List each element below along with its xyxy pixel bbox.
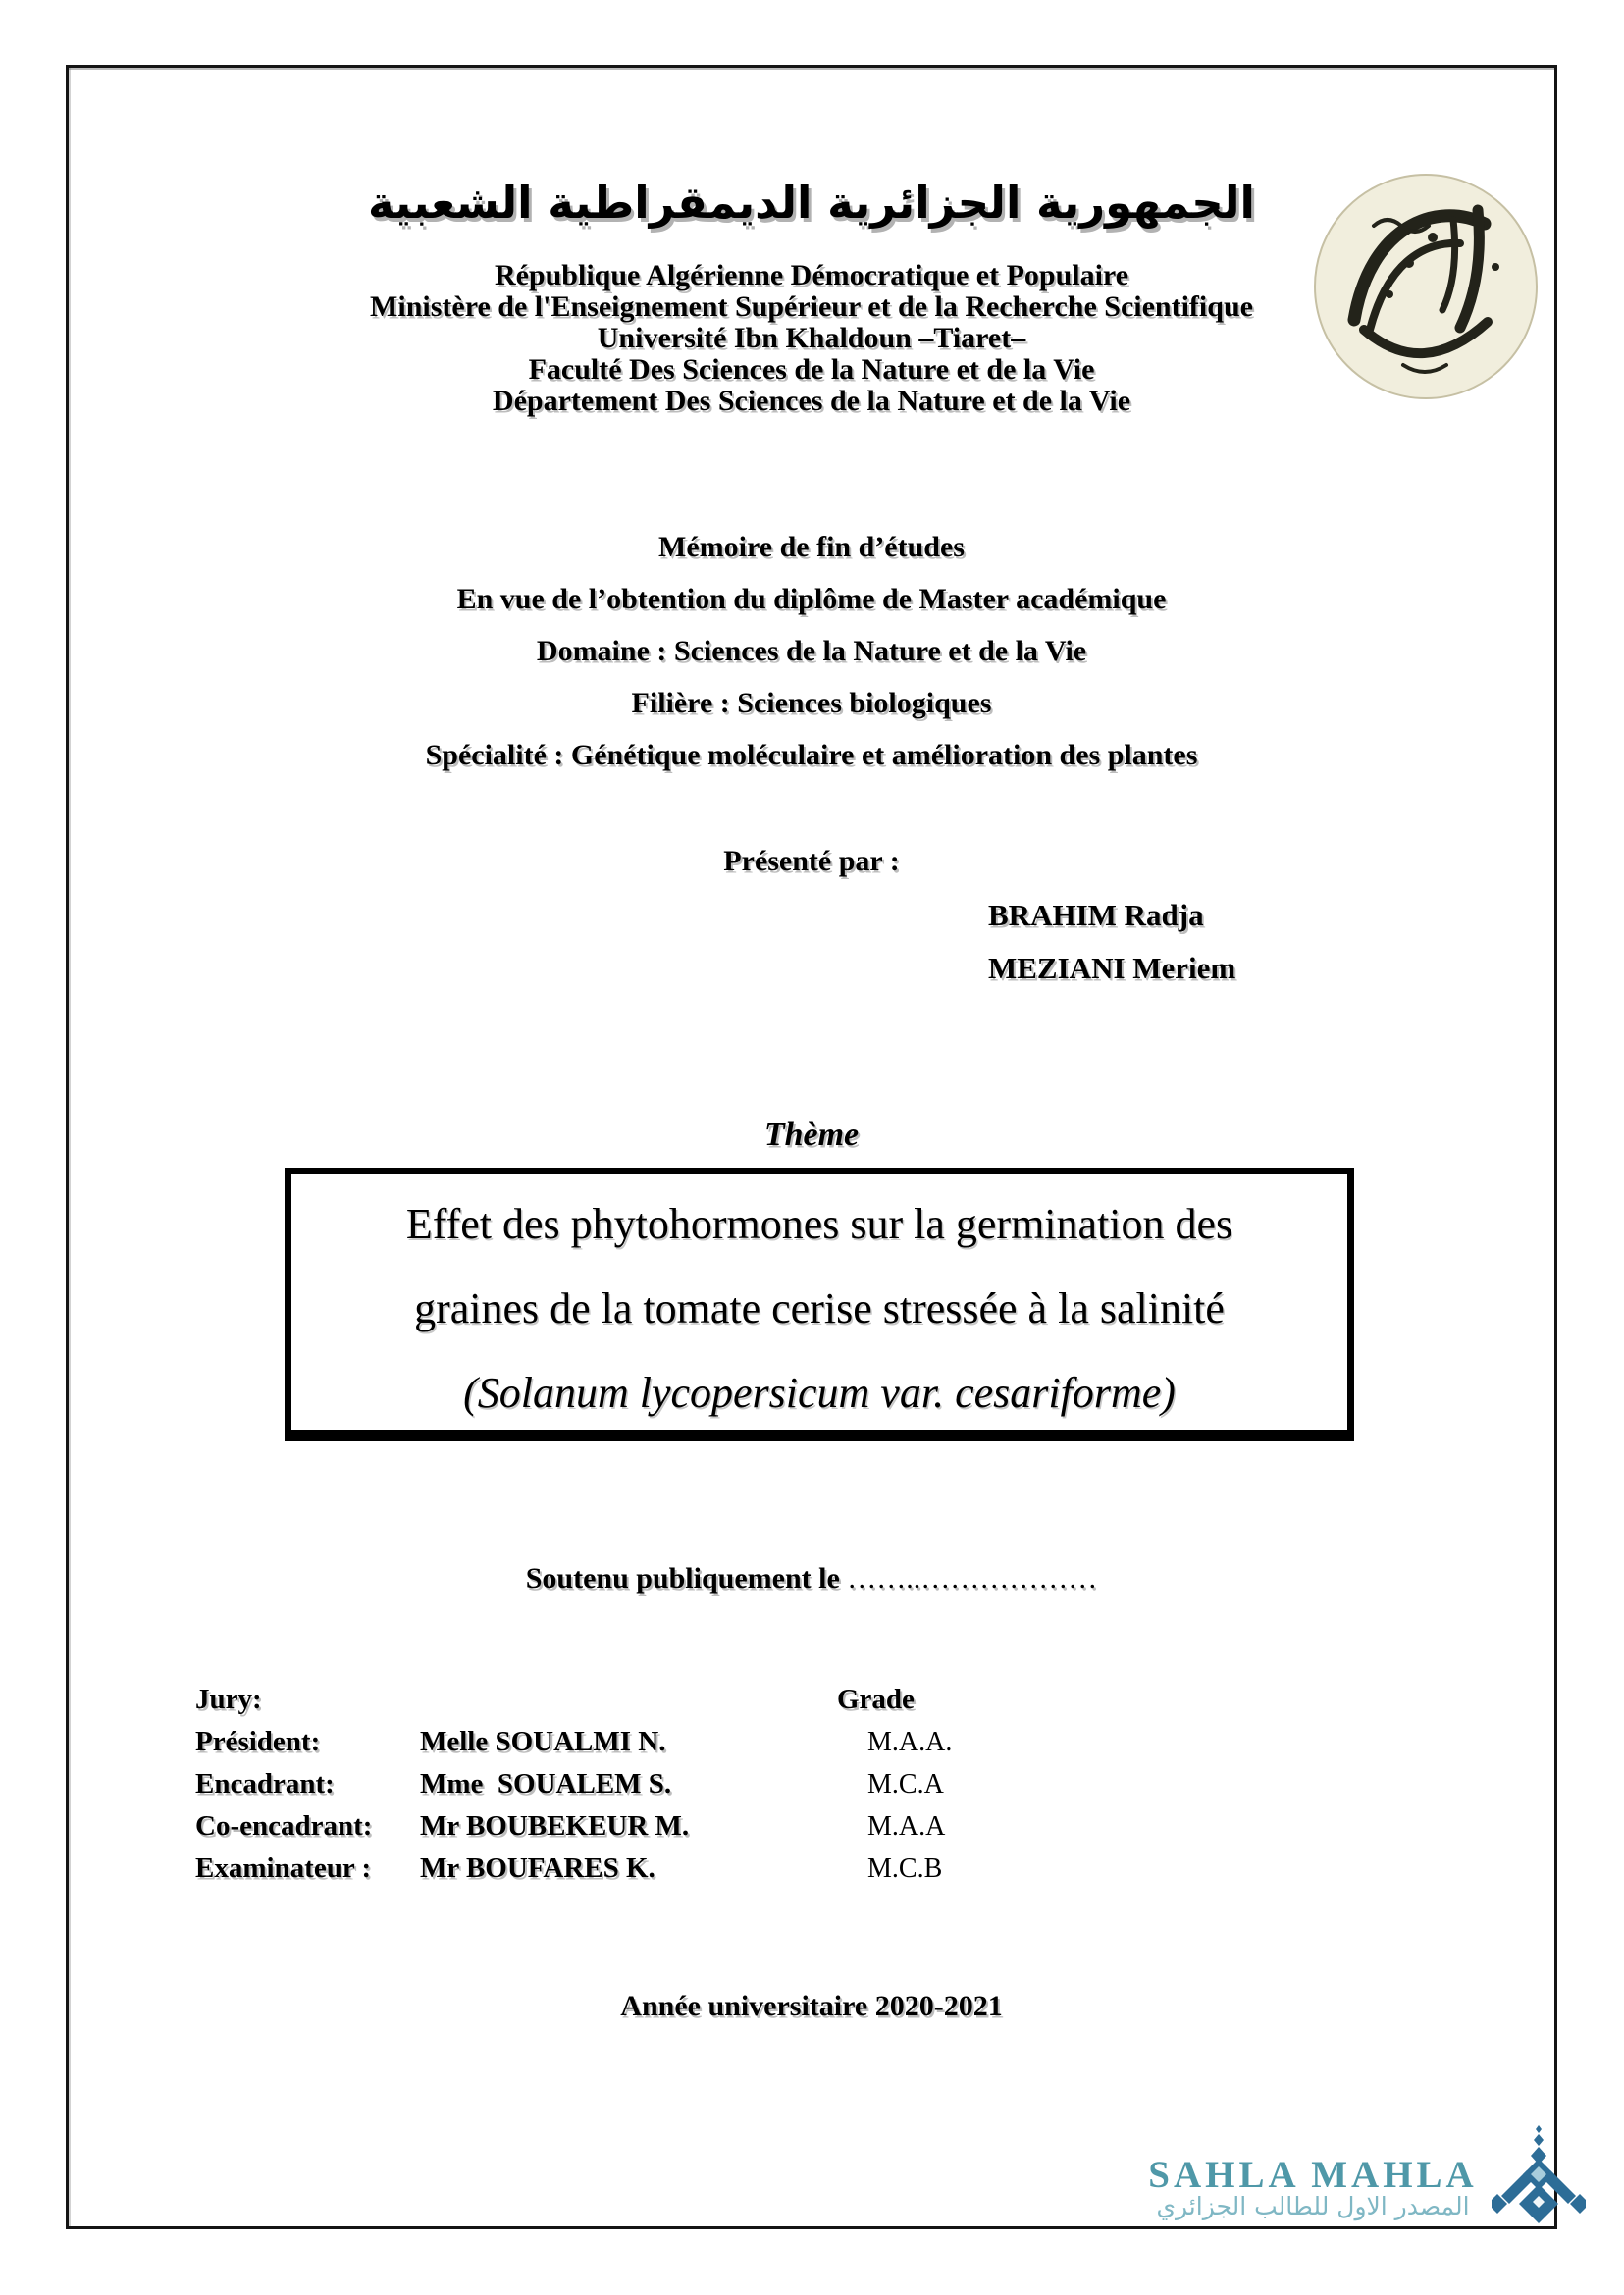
thesis-title-line-2: graines de la tomate cerise stressée à la salinité [414, 1284, 1225, 1332]
header-line-ministere: Ministère de l'Enseignement Supérieur et de la Recherche Scientifique [370, 290, 1253, 323]
degree-domaine-line: Domaine : Sciences de la Nature et de la Vie [536, 635, 1087, 667]
degree-memoire-line: Mémoire de fin d’études [658, 531, 965, 563]
defense-date-label: Soutenu publiquement le [525, 1562, 848, 1594]
jury-name-co-encadrant: Mr BOUBEKEUR M. [420, 1810, 690, 1842]
author-name-2: MEZIANI Meriem [988, 951, 1236, 985]
header-line-departement: Département Des Sciences de la Nature et de la Vie [492, 385, 1131, 417]
watermark-brand-name: SAHLA MAHLA [1148, 2154, 1478, 2196]
thesis-title-line-1: Effet des phytohormones sur la germination des [405, 1200, 1233, 1248]
jury-role-examinateur: Examinateur : [195, 1852, 372, 1884]
jury-name-examinateur: Mr BOUFARES K. [420, 1852, 655, 1884]
defense-date-line [66, 1562, 1557, 1594]
header-line-faculte: Faculté Des Sciences de la Nature et de la Vie [528, 353, 1095, 386]
jury-name-president: Melle SOUALMI N. [420, 1726, 666, 1757]
jury-role-encadrant: Encadrant: [195, 1768, 335, 1799]
jury-grade-examinateur: M.C.B [867, 1853, 943, 1884]
degree-filiere-line: Filière : Sciences biologiques [631, 687, 992, 719]
thesis-title-latin-name: (Solanum lycopersicum var. cesariforme) [463, 1369, 1176, 1417]
grade-header: Grade [837, 1684, 915, 1715]
jury-name-encadrant: Mme SOUALEM S. [420, 1768, 672, 1799]
defense-date-dots: ……..……………… [847, 1562, 1098, 1594]
watermark-arabic-tagline: المصدر الاول للطالب الجزائري [1156, 2192, 1470, 2220]
author-name-1: BRAHIM Radja [988, 898, 1204, 932]
degree-specialite-line: Spécialité : Génétique moléculaire et amélioration des plantes [425, 739, 1198, 771]
jury-grade-president: M.A.A. [867, 1727, 953, 1757]
jury-header: Jury: [195, 1684, 262, 1715]
header-line-republique: République Algérienne Démocratique et Populaire [494, 259, 1129, 291]
degree-obtention-line: En vue de l’obtention du diplôme de Master académique [456, 583, 1167, 615]
header-line-universite: Université Ibn Khaldoun –Tiaret– [597, 322, 1026, 354]
watermark-logo-icon [1492, 2125, 1586, 2227]
jury-role-president: Président: [195, 1726, 321, 1757]
theme-label: Thème [763, 1117, 860, 1153]
jury-grade-co-encadrant: M.A.A [867, 1811, 946, 1842]
jury-role-co-encadrant: Co-encadrant: [195, 1810, 373, 1842]
presented-by-label: Présenté par : [723, 845, 900, 877]
jury-grade-encadrant: M.C.A [867, 1769, 944, 1799]
academic-year-line: Année universitaire 2020-2021 [620, 1990, 1003, 2022]
arabic-republic-title: الجمهورية الجزائرية الديمقراطية الشعبية [368, 177, 1255, 229]
